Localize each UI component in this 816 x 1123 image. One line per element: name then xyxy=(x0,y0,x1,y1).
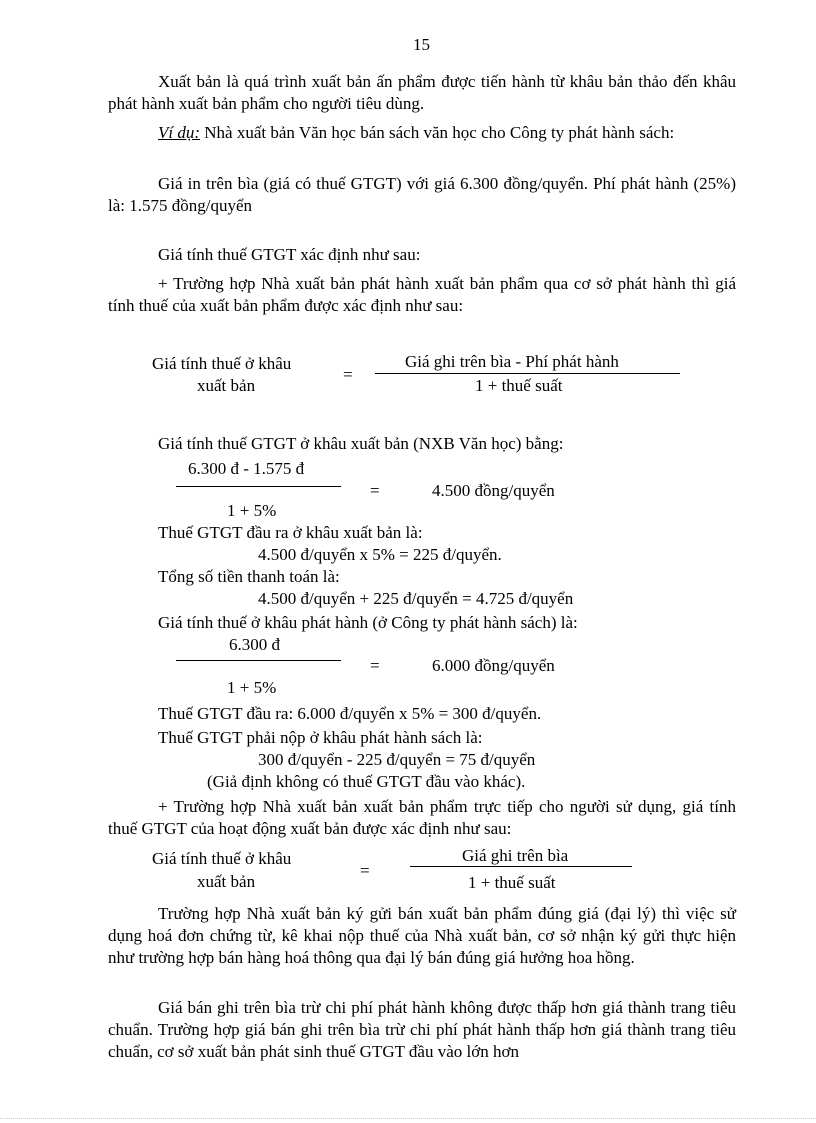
paragraph-vat-basis: Giá tính thuế GTGT xác định như sau: xyxy=(158,245,421,264)
formula-numerator: Giá ghi trên bìa - Phí phát hành xyxy=(405,352,619,371)
paragraph-consignment: Trường hợp Nhà xuất bản ký gửi bán xuất bản phẩm đúng giá (đại lý) thì việc sử dụng hoá đơn chứng từ, kê khai nộp thuế của Nhà xuất bản, cơ sở nhận ký gửi thực hiện như trường hợp bán hàng hoá thông qua đại lý bán đúng giá hưởng hoa hồng. xyxy=(108,904,736,967)
formula2-numerator: Giá ghi trên bìa xyxy=(462,846,569,865)
fraction-bar xyxy=(410,866,632,867)
fraction-bar xyxy=(176,660,341,661)
calc2-numerator: 6.300 đ xyxy=(229,635,280,654)
formula2-lhs-line2: xuất bản xyxy=(197,872,256,891)
fraction-bar xyxy=(375,373,680,374)
paragraph-case-distribution: + Trường hợp Nhà xuất bản phát hành xuất bản phẩm qua cơ sở phát hành thì giá tính thuế của xuất bản phẩm được xác định như sau: xyxy=(108,274,736,315)
fraction-bar xyxy=(176,486,341,487)
line-vat-payable: Thuế GTGT phải nộp ở khâu phát hành sách là: xyxy=(158,728,483,747)
paragraph-cover-price: Giá in trên bìa (giá có thuế GTGT) với giá 6.300 đồng/quyển. Phí phát hành (25%) là: 1.575 đồng/quyển xyxy=(108,174,736,215)
formula-lhs-line2: xuất bản xyxy=(197,376,256,395)
line-assumption: (Giả định không có thuế GTGT đầu vào khác). xyxy=(207,772,526,791)
paragraph-nxb-price: Giá tính thuế GTGT ở khâu xuất bản (NXB Văn học) bằng: xyxy=(158,434,564,453)
calc2-equals: = xyxy=(370,656,380,675)
calc1-equals: = xyxy=(370,481,380,500)
paragraph-cost-price: Giá bán ghi trên bìa trừ chi phí phát hành không được thấp hơn giá thành trang tiêu chuẩn. Trường hợp giá bán ghi trên bìa trừ chi phí phát hành thấp hơn giá thành trang tiêu chuẩn, cơ sở xuất bản phát sinh thuế GTGT đầu vào lớn hơn xyxy=(108,998,736,1061)
paragraph-publishing-definition: Xuất bản là quá trình xuất bản ấn phẩm được tiến hành từ khâu bản thảo đến khâu phát hành xuất bản phẩm cho người tiêu dùng. xyxy=(108,72,736,113)
formula-lhs-line1: Giá tính thuế ở khâu xyxy=(152,354,292,373)
calc2-denominator: 1 + 5% xyxy=(227,678,277,697)
formula2-denominator: 1 + thuế suất xyxy=(468,873,556,892)
line-total-payment: Tổng số tiền thanh toán là: xyxy=(158,567,340,586)
calc2-result: 6.000 đồng/quyển xyxy=(432,656,555,675)
paragraph-case-direct: + Trường hợp Nhà xuất bản xuất bản phẩm trực tiếp cho người sử dụng, giá tính thuế GTGT của hoạt động xuất bản được xác định như sau: xyxy=(108,797,736,838)
paragraph-example: Ví dụ: Nhà xuất bản Văn học bán sách văn học cho Công ty phát hành sách: xyxy=(158,123,675,142)
line-distribution-output-vat: Thuế GTGT đầu ra: 6.000 đ/quyển x 5% = 300 đ/quyển. xyxy=(158,704,542,723)
formula-denominator: 1 + thuế suất xyxy=(475,376,563,395)
line-vat-payable-calc: 300 đ/quyển - 225 đ/quyển = 75 đ/quyển xyxy=(258,750,536,769)
line-total-payment-calc: 4.500 đ/quyển + 225 đ/quyển = 4.725 đ/quyển xyxy=(258,589,574,608)
calc1-denominator: 1 + 5% xyxy=(227,501,277,520)
formula2-lhs-line1: Giá tính thuế ở khâu xyxy=(152,849,292,868)
example-label: Ví dụ: xyxy=(158,123,201,142)
calc1-numerator: 6.300 đ - 1.575 đ xyxy=(188,459,305,478)
line-output-vat: Thuế GTGT đầu ra ở khâu xuất bản là: xyxy=(158,523,423,542)
line-distribution-price: Giá tính thuế ở khâu phát hành (ở Công ty phát hành sách) là: xyxy=(158,613,578,632)
page-number: 15 xyxy=(413,35,430,54)
formula-equals: = xyxy=(343,365,353,384)
page-edge-divider xyxy=(0,1118,816,1119)
formula2-equals: = xyxy=(360,861,370,880)
line-output-vat-calc: 4.500 đ/quyển x 5% = 225 đ/quyển. xyxy=(258,545,502,564)
calc1-result: 4.500 đồng/quyển xyxy=(432,481,555,500)
